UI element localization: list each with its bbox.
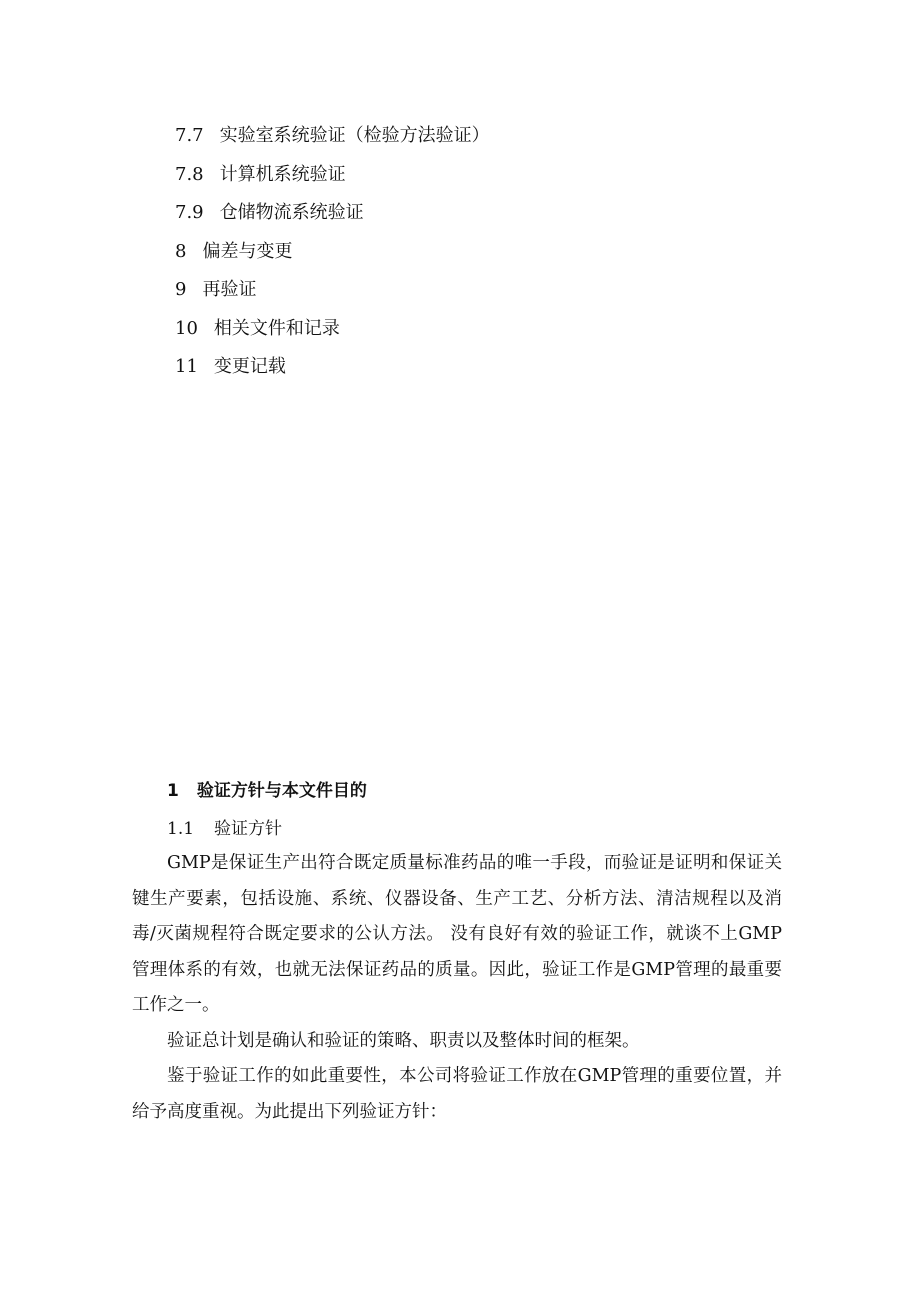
section-heading-number: 1 [167, 781, 179, 801]
body-paragraph: 鉴于验证工作的如此重要性，本公司将验证工作放在GMP管理的重要位置，并给予高度重视。为此提出下列验证方针： [132, 1066, 782, 1122]
section-heading-title: 验证方针与本文件目的 [196, 781, 367, 801]
toc-item-number: 8 [175, 240, 187, 262]
toc-item [175, 315, 775, 354]
toc-item-label: 仓储物流系统验证 [219, 202, 364, 223]
body-paragraph: 验证总计划是确认和验证的策略、职责以及整体时间的框架。 [167, 1030, 640, 1051]
toc-item-number: 9 [175, 279, 187, 300]
body-paragraph: GMP是保证生产出符合既定质量标准药品的唯一手段，而验证是证明和保证关键生产要素，包括设施、系统、仪器设备、生产工艺、分析方法、清洁规程以及消毒/灭菌规程符合既定要求的公认方法。 没有良好有效的验证工作，就谈不上GMP管理体系的有效，也就无法保证药品的质量。因此，验证工作是GMP管理的最重要工作之一。 [132, 853, 782, 1015]
toc-item-label: 变更记载 [213, 356, 286, 377]
toc-item-label: 再验证 [202, 279, 257, 300]
section-validation-policy [132, 778, 782, 1130]
toc-item-number: 7.7 [175, 125, 204, 146]
subsection-heading [167, 816, 782, 842]
toc-item-number: 10 [175, 317, 198, 339]
section-heading [167, 778, 782, 804]
subsection-heading-title: 验证方针 [214, 819, 283, 839]
subsection-heading-number: 1.1 [167, 819, 195, 839]
toc-item [175, 238, 775, 277]
toc-item-label: 实验室系统验证（检验方法验证） [219, 125, 490, 146]
toc-item [175, 276, 775, 315]
toc-item-label: 计算机系统验证 [219, 163, 346, 185]
toc-item-number: 7.8 [175, 163, 204, 185]
table-of-contents [175, 122, 775, 392]
toc-item-label: 相关文件和记录 [213, 317, 340, 339]
toc-item [175, 161, 775, 200]
toc-item [175, 199, 775, 238]
toc-item [175, 122, 775, 161]
toc-item-number: 11 [175, 356, 198, 377]
toc-item-label: 偏差与变更 [202, 240, 293, 262]
toc-item-number: 7.9 [175, 202, 204, 223]
toc-item [175, 353, 775, 392]
